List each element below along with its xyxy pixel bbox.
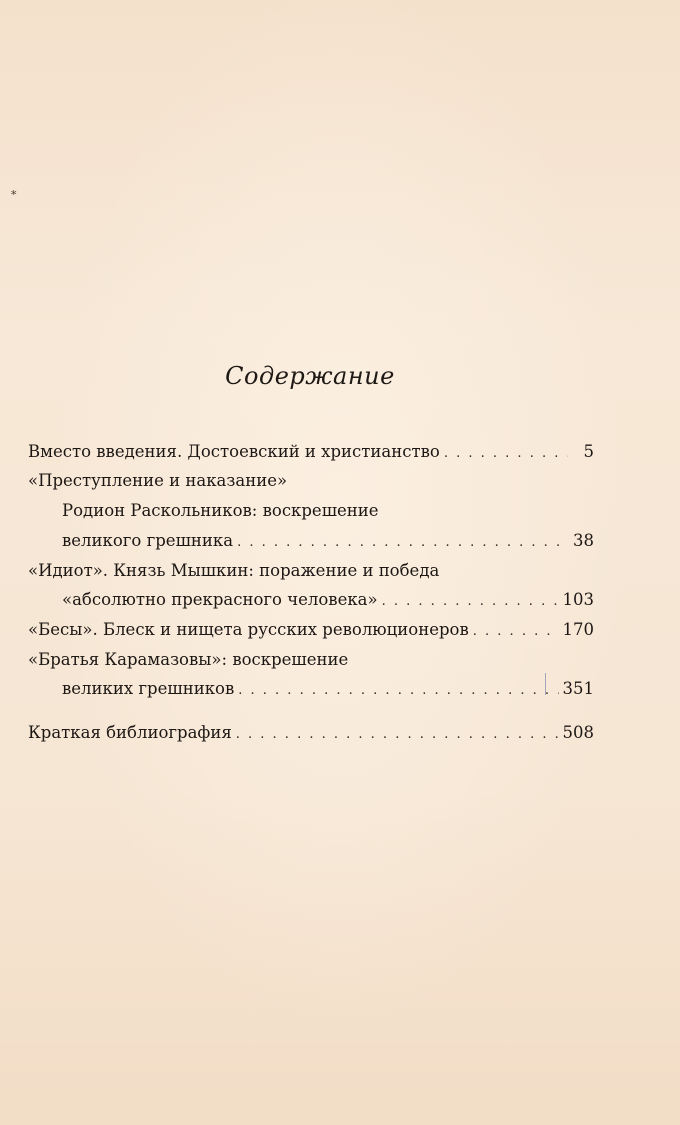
toc-entry-raskolnikov-line1[interactable] (62, 500, 594, 522)
toc-entry-text: великого грешника (62, 531, 234, 550)
toc-entry-karamazov-line1[interactable] (28, 649, 594, 671)
toc-entry-page: 5 (583, 442, 594, 461)
dot-leader (238, 680, 558, 702)
toc-entry-introduction[interactable] (28, 441, 594, 465)
dot-leader (473, 621, 559, 643)
toc-entry-text: великих грешников (62, 679, 235, 698)
toc-entry-text: «Преступление и наказание» (28, 471, 288, 490)
toc-entry-page: 508 (562, 723, 594, 742)
toc-entry-text: «Бесы». Блеск и нищета русских революционеров (28, 620, 469, 639)
toc-entry-bibliography[interactable] (28, 722, 594, 746)
toc-entry-text: «Идиот». Князь Мышкин: поражение и победа (28, 561, 440, 580)
toc-entry-page: 103 (562, 590, 594, 609)
dot-leader (382, 591, 559, 613)
toc-entry-text: «абсолютно прекрасного человека» (62, 590, 378, 609)
toc-entry-idiot-line2[interactable] (62, 589, 594, 613)
toc-heading: Содержание (225, 362, 395, 390)
toc-entry-page: 351 (562, 679, 594, 698)
ink-speck-icon: ∗ (10, 186, 18, 199)
toc-entry-demons[interactable] (28, 619, 594, 643)
toc-entry-idiot-line1[interactable] (28, 560, 594, 582)
dot-leader (236, 724, 559, 746)
toc-entry-page: 170 (562, 620, 594, 639)
pen-mark (545, 673, 546, 695)
toc-entry-crime-and-punishment[interactable] (28, 470, 594, 492)
toc-entry-text: Родион Раскольников: воскрешение (62, 501, 379, 520)
toc-entry-karamazov-line2[interactable] (62, 678, 594, 702)
toc-entry-text: Краткая библиография (28, 723, 232, 742)
toc-entry-page: 38 (573, 531, 594, 550)
toc-entry-text: Вместо введения. Достоевский и христианство (28, 442, 440, 461)
dot-leader (237, 532, 568, 554)
dot-leader (444, 443, 568, 465)
toc-entry-text: «Братья Карамазовы»: воскрешение (28, 650, 349, 669)
toc-entry-raskolnikov-line2[interactable] (62, 530, 594, 554)
